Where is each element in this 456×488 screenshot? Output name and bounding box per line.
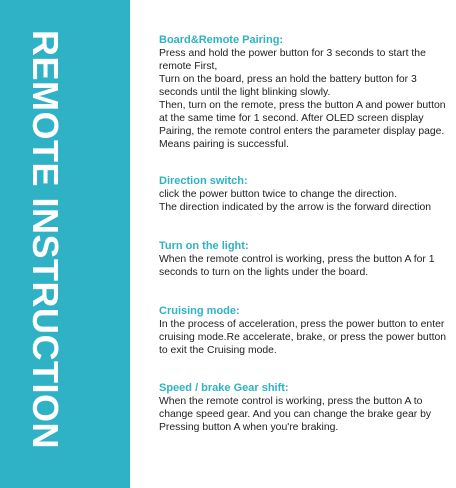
section-body: click the power button twice to change the direction. The direction indicated by the arrow is the forward direction xyxy=(159,189,432,213)
section-light xyxy=(159,239,451,279)
section-body: When the remote control is working, press the button A for 1 seconds to turn on the lights under the board. xyxy=(159,254,435,278)
section-heading: Turn on the light: xyxy=(159,240,249,252)
sidebar-banner xyxy=(0,0,130,488)
section-pairing xyxy=(159,33,451,151)
section-body: Press and hold the power button for 3 seconds to start the remote First, Turn on the board, press an hold the battery button for 3 seconds until the light blinking slowly. Then, turn on the remote, press the button A and power button at the same time for 1 second. After OLED screen display Pairing, the remote control enters the parameter display page. Means pairing is successful. xyxy=(159,48,446,150)
section-heading: Direction switch: xyxy=(159,175,248,187)
section-heading: Cruising mode: xyxy=(159,305,240,317)
section-body: When the remote control is working, press the button A to change speed gear. And you can change the brake gear by Pressing button A when you're braking. xyxy=(159,396,432,433)
section-direction-switch xyxy=(159,174,451,214)
instruction-content xyxy=(159,33,451,434)
section-gear-shift xyxy=(159,381,451,434)
section-cruising-mode xyxy=(159,304,451,357)
page-title: REMOTE INSTRUCTION xyxy=(25,30,66,449)
section-body: In the process of acceleration, press the power button to enter cruising mode.Re accelerate, brake, or press the power button to exit the Cruising mode. xyxy=(159,319,447,356)
section-heading: Speed / brake Gear shift: xyxy=(159,382,289,394)
section-heading: Board&Remote Pairing: xyxy=(159,34,284,46)
